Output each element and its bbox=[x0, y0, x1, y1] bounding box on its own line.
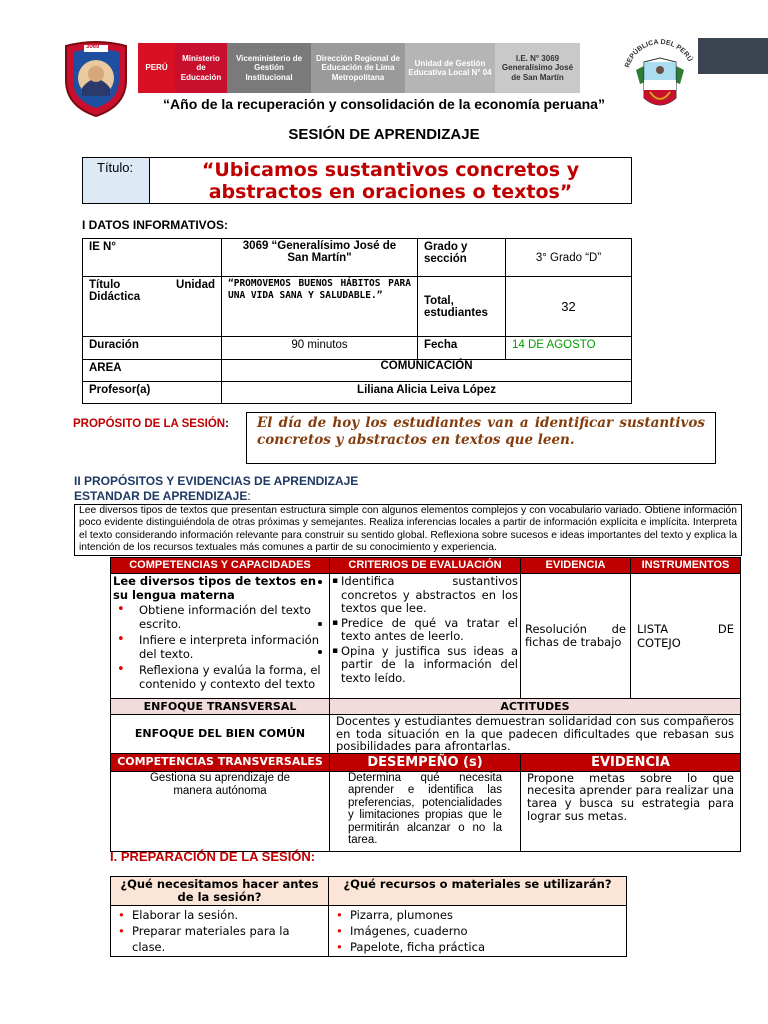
total-value: 32 bbox=[506, 277, 632, 337]
capacidad-item: • Infiere e interpreta información del texto. bbox=[113, 634, 327, 661]
transversal-competencia: Gestiona su aprendizaje de manera autónoma bbox=[111, 771, 330, 851]
criterio-item: ▪ • Predice de qué va tratar el texto antes de leerlo. bbox=[332, 617, 518, 644]
evidencia-value: Resolución de fichas de trabajo bbox=[521, 574, 631, 699]
competencia-title: Lee diversos tipos de textos en su lengua materna bbox=[113, 574, 317, 602]
instrumento-value: LISTA DE COTEJO bbox=[631, 574, 741, 699]
header-antes: ¿Qué necesitamos hacer antes de la sesión? bbox=[111, 877, 329, 906]
area-value: COMUNICACIÓN bbox=[222, 360, 632, 382]
enfoque-header: ENFOQUE TRANSVERSAL bbox=[111, 699, 330, 715]
proposito-text: El día de hoy los estudiantes van a identificar sustantivos concretos y abstractos en textos que leen. bbox=[246, 412, 716, 464]
competencia-cell bbox=[111, 574, 330, 699]
grado-value: 3° Grado “D” bbox=[506, 239, 632, 277]
section-ii-title: II PROPÓSITOS Y EVIDENCIAS DE APRENDIZAJE bbox=[74, 474, 359, 488]
header-competencias: COMPETENCIAS Y CAPACIDADES bbox=[111, 558, 330, 574]
total-label: Total, estudiantes bbox=[418, 277, 506, 337]
profesor-label: Profesor(a) bbox=[83, 382, 222, 404]
capacidad-item: • Reflexiona y evalúa la forma, el contenido y contexto del texto bbox=[113, 664, 327, 691]
topic-line-2: abstractos en oraciones o textos” bbox=[208, 181, 573, 203]
recurso-item: • Imágenes, cuaderno bbox=[332, 923, 623, 939]
grado-label: Grado y sección bbox=[418, 239, 506, 277]
header-competencias-transversales: COMPETENCIAS TRANSVERSALES bbox=[111, 753, 330, 771]
criterios-list bbox=[332, 575, 518, 685]
competencias-table bbox=[110, 557, 741, 852]
recurso-item: • Pizarra, plumones bbox=[332, 907, 623, 923]
preparacion-table bbox=[110, 876, 627, 957]
fecha-value: 14 DE AGOSTO bbox=[506, 337, 632, 360]
session-title: SESIÓN DE APRENDIZAJE bbox=[288, 126, 480, 143]
header-dark-block bbox=[698, 38, 768, 74]
datos-section-label: I DATOS INFORMATIVOS: bbox=[82, 218, 228, 232]
topic-line-1: “Ubicamos sustantivos concretos y bbox=[201, 159, 580, 181]
crest-number: 3069 bbox=[86, 44, 100, 50]
recurso-item: • Papelote, ficha práctica bbox=[332, 939, 623, 955]
actitudes-value: Docentes y estudiantes demuestran solidaridad con sus compañeros en toda situación en la que padecen dificultades que rebasan sus posibilidades para afrontarlas. bbox=[330, 715, 741, 754]
unidad-label: Título Unidad Didáctica bbox=[83, 277, 222, 337]
banner-peru: PERÚ bbox=[138, 43, 175, 93]
preparacion-title: I. PREPARACIÓN DE LA SESIÓN: bbox=[110, 849, 316, 864]
unidad-value: “PROMOVEMOS BUENOS HÁBITOS PARA UNA VIDA SANA Y SALUDABLE.” bbox=[222, 277, 418, 337]
banner-viceministerio: Viceministerio de Gestión Institucional bbox=[227, 43, 311, 93]
titulo-box bbox=[82, 157, 632, 204]
actitudes-header: ACTITUDES bbox=[330, 699, 741, 715]
estandar-label: ESTANDAR DE APRENDIZAJE: bbox=[74, 489, 251, 503]
year-motto: “Año de la recuperación y consolidación de la economía peruana” bbox=[163, 96, 605, 112]
transversal-desempeno: Determina qué necesita aprender e identifica las preferencias, potencialidades y limitaciones propias que le permitirán alcanzar o no la tarea. bbox=[330, 771, 521, 851]
antes-item: • Elaborar la sesión. bbox=[114, 907, 325, 923]
antes-cell bbox=[111, 906, 329, 957]
banner-ugel: Unidad de Gestión Educativa Local N° 04 bbox=[405, 43, 495, 93]
transversal-evidencia: Propone metas sobre lo que necesita aprender para realizar una tarea y busca su estrategia para lograr sus metas. bbox=[521, 771, 741, 851]
header-recursos: ¿Qué recursos o materiales se utilizarán? bbox=[329, 877, 627, 906]
criterio-item: ▪ • Opina y justifica sus ideas a partir de la información del texto leído. bbox=[332, 645, 518, 686]
fecha-label: Fecha bbox=[418, 337, 506, 360]
duracion-value: 90 minutos bbox=[222, 337, 418, 360]
capacidad-item: • Obtiene información del texto escrito. bbox=[113, 604, 327, 631]
duracion-label: Duración bbox=[83, 337, 222, 360]
antes-item: • Preparar materiales para la clase. bbox=[114, 923, 325, 955]
titulo-label: Título: bbox=[83, 158, 150, 203]
criterios-cell bbox=[330, 574, 521, 699]
header-evidencia-transversal: EVIDENCIA bbox=[521, 753, 741, 771]
banner-ministerio: Ministerio de Educación bbox=[175, 43, 227, 93]
institution-banner bbox=[138, 43, 580, 93]
session-topic-title bbox=[150, 158, 631, 203]
recursos-cell bbox=[329, 906, 627, 957]
ie-label: IE N° bbox=[83, 239, 222, 277]
criterio-item: ▪ • Identifica sustantivos concretos y abstractos en los textos que lee. bbox=[332, 575, 518, 616]
area-label: AREA bbox=[83, 360, 222, 382]
capacidades-list bbox=[113, 604, 327, 691]
enfoque-value: ENFOQUE DEL BIEN COMÚN bbox=[111, 715, 330, 754]
antes-list bbox=[114, 907, 325, 955]
header-desempeno: DESEMPEÑO (s) bbox=[330, 753, 521, 771]
proposito-label: PROPÓSITO DE LA SESIÓN: bbox=[73, 418, 229, 430]
ie-value: 3069 “Generalísimo José de San Martín" bbox=[222, 239, 418, 277]
estandar-text: Lee diversos tipos de textos que presentan estructura simple con algunos elementos complejos y con vocabulario variado. Obtiene información poco evidente distinguiéndola de otras próximas y semejantes. Realiza inferencias locales a partir de información explícita e implícita. Interpreta el texto considerando información relevante para construir su sentido global. Reflexiona sobre sucesos e ideas importantes del texto y explica la intención de los recursos textuales más comunes a partir de su conocimiento y experiencia. bbox=[74, 504, 742, 556]
recursos-list bbox=[332, 907, 623, 955]
profesor-value: Liliana Alicia Leiva López bbox=[222, 382, 632, 404]
republic-label: REPÚBLICA DEL PERÚ bbox=[624, 38, 694, 69]
banner-direccion-regional: Dirección Regional de Educación de Lima Metropolitana bbox=[311, 43, 405, 93]
header-criterios: CRITERIOS DE EVALUACIÓN bbox=[330, 558, 521, 574]
datos-table bbox=[82, 238, 632, 404]
header-instrumentos: INSTRUMENTOS bbox=[631, 558, 741, 574]
header-evidencia: EVIDENCIA bbox=[521, 558, 631, 574]
banner-ie: I.E. N° 3069 Generalísimo José de San Martín bbox=[495, 43, 580, 93]
